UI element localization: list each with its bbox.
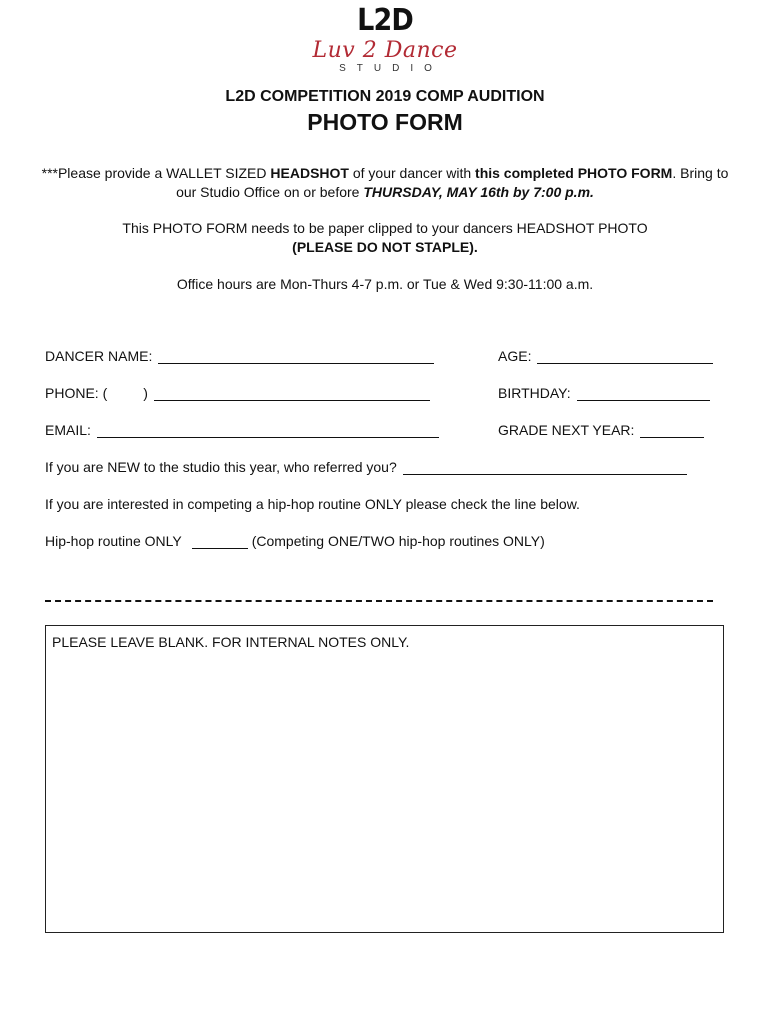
phone-label: PHONE: ( <box>45 385 108 401</box>
phone-field <box>45 385 430 401</box>
dancer-name-label: DANCER NAME: <box>45 348 153 364</box>
instructions-text: ***Please provide a WALLET SIZED <box>41 165 271 181</box>
hiphop-field <box>45 533 545 549</box>
instructions-text: of your dancer with <box>348 165 476 181</box>
studio-logo <box>0 4 770 76</box>
birthday-label: BIRTHDAY: <box>498 385 571 401</box>
no-staple-emphasis: (PLEASE DO NOT STAPLE). <box>292 239 478 255</box>
birthday-line[interactable] <box>577 386 710 401</box>
hiphop-interest-text <box>45 496 580 512</box>
hiphop-interest-label: If you are interested in competing a hip-hop routine ONLY please check the line below. <box>45 496 580 512</box>
instructions-paragraph-1 <box>40 164 730 202</box>
cut-line-divider <box>45 600 713 602</box>
internal-notes-label: PLEASE LEAVE BLANK. FOR INTERNAL NOTES ONLY. <box>52 634 410 650</box>
email-field <box>45 422 439 438</box>
logo-studio-text: STUDIO <box>339 63 443 74</box>
grade-line[interactable] <box>640 423 704 438</box>
grade-label: GRADE NEXT YEAR: <box>498 422 635 438</box>
headshot-emphasis: HEADSHOT <box>270 165 349 181</box>
phone-paren-close: ) <box>143 385 148 401</box>
form-title: PHOTO FORM <box>307 109 463 135</box>
hiphop-check-line[interactable] <box>192 534 248 549</box>
age-field <box>498 348 713 364</box>
logo-script-text: Luv 2 Dance <box>312 38 458 63</box>
office-hours: Office hours are Mon-Thurs 4-7 p.m. or Tue & Wed 9:30-11:00 a.m. <box>176 276 594 292</box>
email-line[interactable] <box>97 423 439 438</box>
internal-notes-box <box>45 625 724 933</box>
age-label: AGE: <box>498 348 532 364</box>
deadline-emphasis: THURSDAY, MAY 16th by 7:00 p.m. <box>363 184 594 200</box>
age-line[interactable] <box>537 349 713 364</box>
hiphop-note: (Competing ONE/TWO hip-hop routines ONLY) <box>251 533 545 549</box>
grade-field <box>498 422 704 438</box>
referral-line[interactable] <box>403 460 687 475</box>
completed-form-emphasis: this completed PHOTO FORM <box>475 165 673 181</box>
referral-label: If you are NEW to the studio this year, who referred you? <box>45 459 397 475</box>
email-label: EMAIL: <box>45 422 91 438</box>
logo-mark: L2D <box>357 3 413 38</box>
referral-field <box>45 459 687 475</box>
instructions-text: This PHOTO FORM needs to be paper clipped to your dancers HEADSHOT PHOTO <box>122 220 648 236</box>
dancer-name-field <box>45 348 434 364</box>
birthday-field <box>498 385 710 401</box>
instructions-paragraph-2 <box>40 219 730 257</box>
phone-line[interactable] <box>154 386 430 401</box>
hiphop-label: Hip-hop routine ONLY <box>45 533 182 549</box>
form-subtitle: L2D COMPETITION 2019 COMP AUDITION <box>225 88 545 105</box>
dancer-name-line[interactable] <box>158 349 434 364</box>
instructions-text: . Bring to our Studio Office on or before <box>176 165 729 200</box>
